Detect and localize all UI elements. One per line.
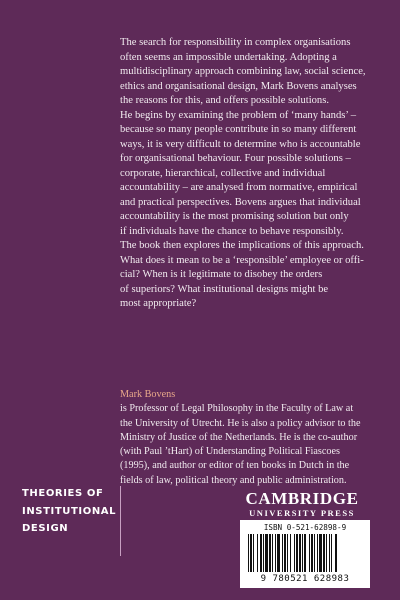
barcode-bar	[248, 534, 249, 572]
author-bio-line: (1995), and author or editor of ten books in Dutch in the	[120, 460, 350, 472]
blurb-line: ethics and organisational design, Mark Bovens analyses	[120, 80, 357, 92]
barcode-bar	[317, 534, 318, 572]
publisher-logo	[232, 490, 372, 518]
blurb-line: if individuals have the chance to behave responsibly.	[120, 225, 344, 237]
barcode-bars	[248, 534, 362, 572]
blurb-line: The book then explores the implications of this approach.	[120, 240, 364, 251]
author-bio-line: fields of law, political theory and public administration.	[120, 474, 347, 486]
barcode-bar	[326, 534, 327, 572]
barcode-bar	[265, 534, 268, 572]
barcode-bar	[269, 534, 271, 572]
series-title-line: THEORIES OF	[22, 488, 104, 499]
author-bio-line: the University of Utrecht. He is also a policy advisor to the	[120, 417, 361, 429]
barcode-bar	[275, 534, 276, 572]
isbn-label: ISBN 0-521-62898-9	[263, 523, 347, 532]
barcode-bar	[331, 534, 332, 572]
vertical-divider	[120, 486, 121, 556]
series-title-line: INSTITUTIONAL	[22, 505, 117, 517]
barcode-bar	[260, 534, 262, 572]
barcode-bar	[329, 534, 330, 572]
publisher-subtitle: UNIVERSITY PRESS	[249, 508, 355, 518]
barcode-bar	[299, 534, 301, 572]
author-bio-block	[120, 388, 378, 488]
blurb-line: most appropriate?	[120, 298, 197, 309]
barcode-bar	[272, 534, 273, 572]
author-name: Mark Bovens	[120, 389, 176, 400]
blurb-line: He begins by examining the problem of ‘many hands’ –	[120, 109, 357, 121]
blurb-line: of superiors? What institutional designs might be	[120, 283, 329, 295]
series-title	[22, 485, 116, 538]
barcode-bar	[277, 534, 280, 572]
blurb-line: What does it mean to be a ‘responsible’ employee or offi-	[120, 254, 364, 266]
blurb-line: and practical perspectives. Bovens argues that individual	[120, 196, 361, 208]
barcode-bar	[309, 534, 310, 572]
barcode	[240, 520, 370, 588]
barcode-digits: 9 780521 628983	[260, 574, 350, 584]
blurb-line: accountability – are analysed from normative, empirical	[120, 182, 358, 193]
blurb-line: ways, it is very difficult to determine who is accountable	[120, 138, 361, 150]
barcode-bar	[263, 534, 264, 572]
barcode-bar	[335, 534, 337, 572]
barcode-bar	[290, 534, 291, 572]
blurb-line: multidisciplinary approach combining law, social science,	[120, 66, 366, 77]
blurb-line: because so many people contribute in so many different	[120, 124, 357, 135]
series-title-line: DESIGN	[22, 523, 69, 534]
blurb-line: cial? When is it legitimate to disobey the orders	[120, 269, 323, 280]
barcode-bar	[323, 534, 325, 572]
author-bio-line: is Professor of Legal Philosophy in the Faculty of Law at	[120, 403, 354, 415]
blurb-line: for organisational behaviour. Four possible solutions –	[120, 153, 351, 164]
blurb-line: accountability is the most promising solution but only	[120, 211, 349, 222]
blurb-line: corporate, hierarchical, collective and individual	[120, 167, 326, 179]
blurb-line: the reasons for this, and offers possible solutions.	[120, 95, 330, 106]
blurb-line: often seems an impossible undertaking. Adopting a	[120, 51, 337, 63]
publisher-name: CAMBRIDGE	[245, 489, 359, 508]
barcode-bar	[319, 534, 322, 572]
barcode-bar	[296, 534, 298, 572]
barcode-bar	[284, 534, 286, 572]
barcode-bar	[287, 534, 288, 572]
back-cover-blurb	[120, 36, 370, 312]
barcode-bar	[257, 534, 258, 572]
barcode-bar	[294, 534, 295, 572]
author-bio-line: (with Paul ’tHart) of Understanding Political Fiascoes	[120, 446, 340, 458]
barcode-bar	[302, 534, 303, 572]
barcode-bar	[304, 534, 306, 572]
barcode-bar	[314, 534, 315, 572]
author-bio-line: Ministry of Justice of the Netherlands. He is the co-author	[120, 431, 358, 443]
blurb-line: The search for responsibility in complex organisations	[120, 37, 351, 48]
barcode-bar	[250, 534, 252, 572]
barcode-bar	[253, 534, 254, 572]
barcode-bar	[282, 534, 283, 572]
barcode-bar	[311, 534, 313, 572]
